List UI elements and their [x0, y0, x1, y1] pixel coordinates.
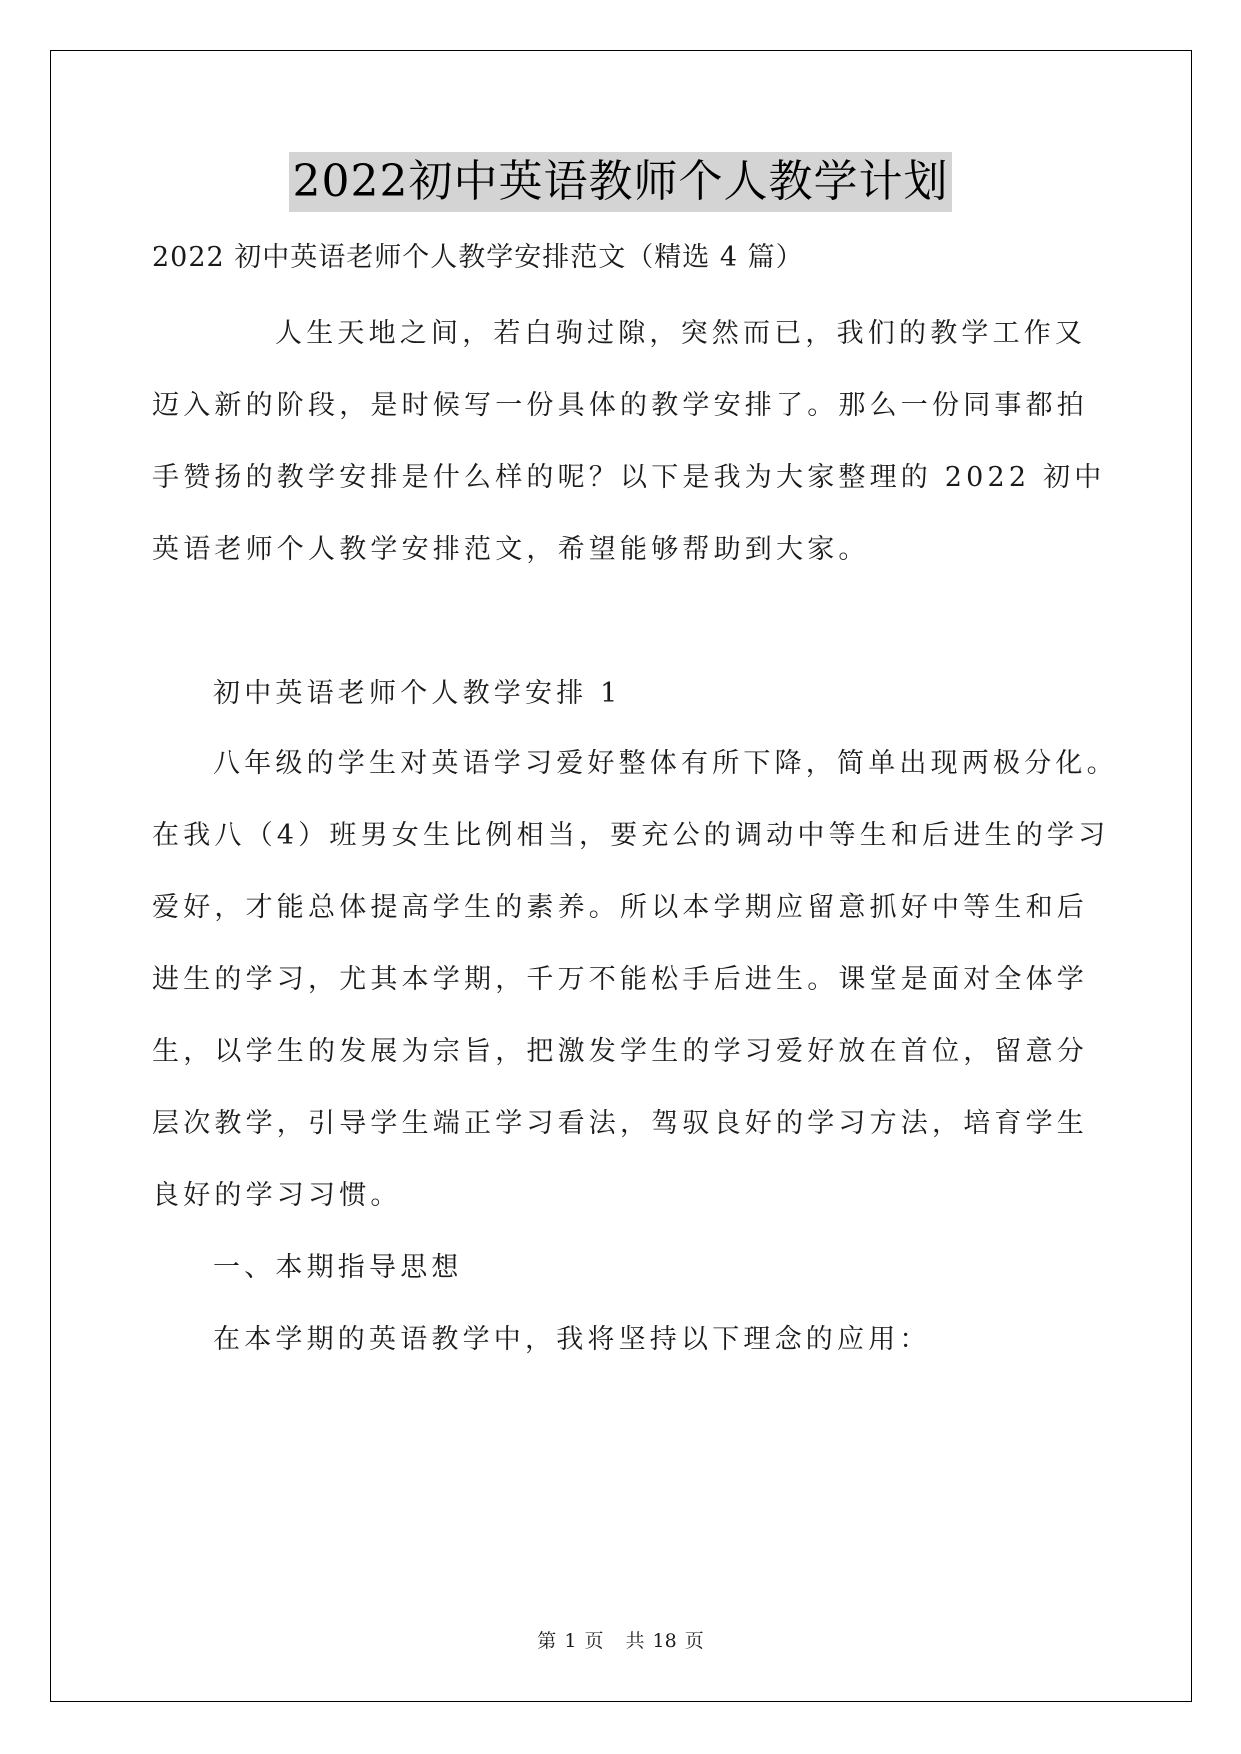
document-title: 2022初中英语教师个人教学计划: [289, 152, 953, 212]
title-container: [0, 152, 1241, 212]
section-1-line-6: 层次教学，引导学生端正学习看法，驾驭良好的学习方法，培育学生: [152, 1108, 1088, 1139]
intro-line-3: 手赞扬的教学安排是什么样的呢？以下是我为大家整理的 2022 初中: [152, 462, 1106, 493]
section-1-line-4: 进生的学习，尤其本学期，千万不能松手后进生。课堂是面对全体学: [152, 964, 1088, 995]
section-1-line-2: 在我八（4）班男女生比例相当，要充公的调动中等生和后进生的学习: [152, 820, 1110, 851]
page-border: [50, 50, 1192, 1702]
section-1-heading: 初中英语老师个人教学安排 1: [213, 678, 622, 709]
page-number: 第 1 页: [537, 1630, 604, 1652]
section-1-line-5: 生，以学生的发展为宗旨，把激发学生的学习爱好放在首位，留意分: [152, 1036, 1088, 1067]
intro-line-1: 人生天地之间，若白驹过隙，突然而已，我们的教学工作又: [275, 318, 1087, 349]
section-1-line-7: 良好的学习习惯。: [152, 1180, 402, 1211]
page-footer: [0, 1628, 1241, 1654]
intro-line-2: 迈入新的阶段，是时候写一份具体的教学安排了。那么一份同事都拍: [152, 390, 1088, 421]
intro-line-4: 英语老师个人教学安排范文，希望能够帮助到大家。: [152, 534, 870, 565]
page-total: 共 18 页: [625, 1630, 704, 1652]
section-1-line-1: 八年级的学生对英语学习爱好整体有所下降，简单出现两极分化。: [213, 748, 1118, 779]
document-subtitle: 2022 初中英语老师个人教学安排范文（精选 4 篇）: [152, 242, 804, 273]
section-1-line-3: 爱好，才能总体提高学生的素养。所以本学期应留意抓好中等生和后: [152, 892, 1088, 923]
paragraph-last-line: 在本学期的英语教学中，我将坚持以下理念的应用：: [213, 1324, 931, 1355]
subheading-guiding-ideology: 一、本期指导思想: [213, 1252, 463, 1283]
